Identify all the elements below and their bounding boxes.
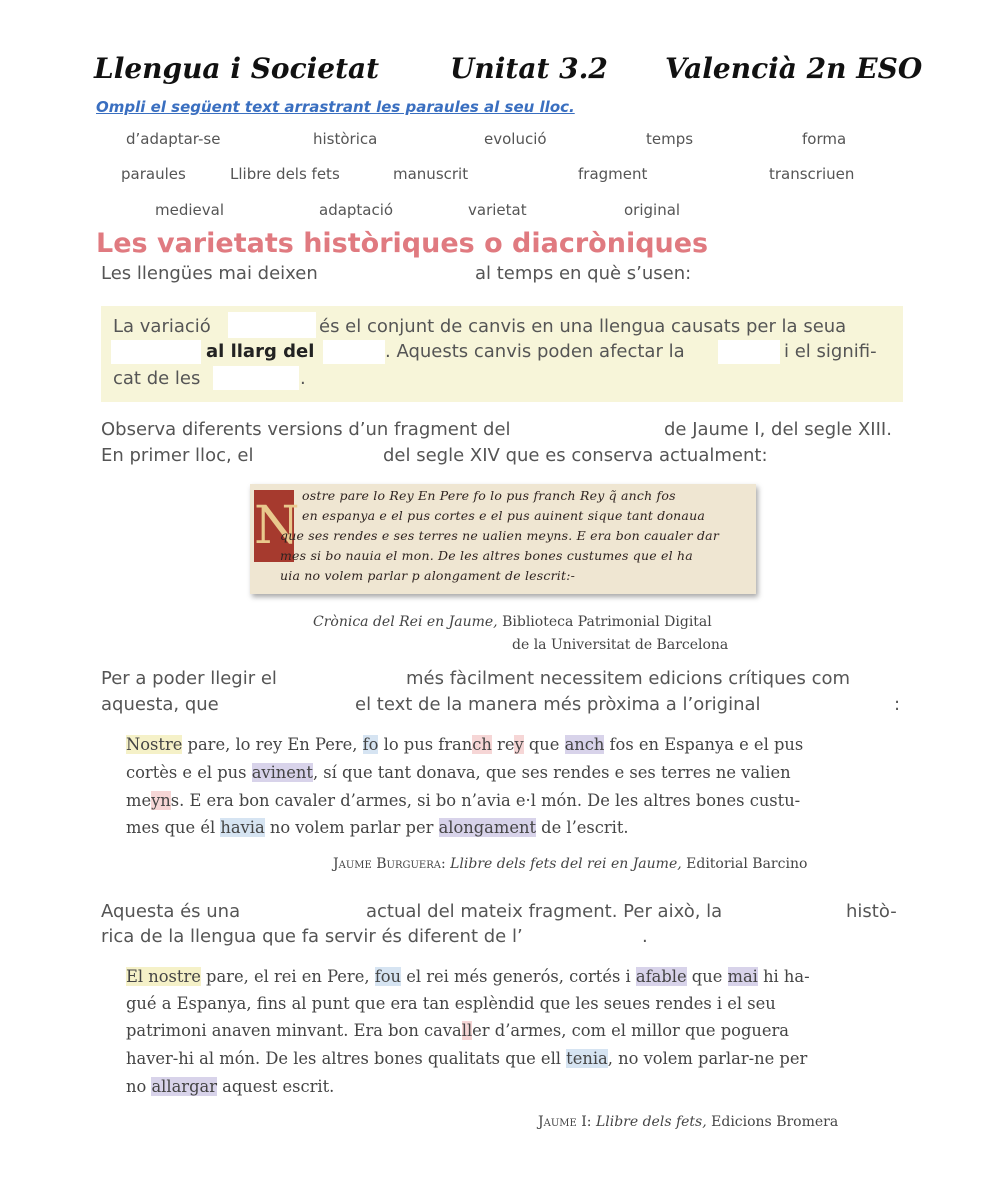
manuscript-line: mes si bo nauia el mon. De les altres bones custumes que el ha [280,548,693,563]
drop-slot[interactable] [718,340,780,364]
medieval-text-line: Nostre pare, lo rey En Pere, fo lo pus franch rey que anch fos en Espanya e el pus [126,735,804,754]
adaptation-text: actual del mateix fragment. Per això, la [366,901,723,922]
definition-text: . Aquests canvis poden afectar la [385,341,685,362]
drop-slot[interactable] [276,444,378,468]
observe-text: de Jaume I, del segle XIII. [664,419,892,440]
edition-text: : [894,694,901,715]
modern-text-line: patrimoni anaven minvant. Era bon cavaller d’armes, com el millor que poguera [126,1021,789,1040]
drop-slot[interactable] [306,667,402,691]
edition-text: aquesta, que [101,694,219,715]
adaptation-text: Aquesta és una [101,901,241,922]
section-title: Les varietats històriques o diacròniques [96,228,709,259]
intro-text: Les llengües mai deixen [101,263,318,284]
drop-slot[interactable] [111,340,201,364]
edition-text: més fàcilment necessitem edicions crítiques com [406,668,851,689]
manuscript-line: ostre pare lo Rey En Pere fo lo pus franch Rey q̃ anch fos [302,488,676,503]
word-tile[interactable]: varietat [468,201,527,219]
word-tile[interactable]: adaptació [319,201,394,219]
word-tile[interactable]: evolució [484,130,547,148]
observe-text: En primer lloc, el [101,445,254,466]
modern-source: Jaume I: Llibre dels fets, Edicions Bromera [538,1114,839,1130]
modern-text-line: gué a Espanya, fins al punt que era tan esplèndid que les seues rendes i el seu [126,994,776,1013]
drop-slot[interactable] [530,418,658,442]
medieval-text-line: cortès e el pus avinent, sí que tant donava, que ses rendes e ses terres ne valien [126,763,791,782]
illuminated-initial: N [254,490,294,562]
drop-slot[interactable] [228,312,316,338]
word-tile[interactable]: medieval [155,201,224,219]
definition-text: La variació [113,316,211,337]
drop-slot[interactable] [232,693,350,717]
word-tile[interactable]: fragment [578,165,648,183]
drop-slot[interactable] [761,900,841,924]
definition-text: i el signifi- [784,341,877,362]
definition-text-bold: al llarg del [206,341,315,362]
header-course: Valencià 2n ESO [665,52,923,85]
word-tile[interactable]: transcriuen [769,165,855,183]
word-tile[interactable]: temps [646,130,694,148]
manuscript-line: uia no volem parlar p alongament de lescrit:- [280,568,576,583]
medieval-source: Jaume Burguera: Llibre dels fets del rei en Jaume, Editorial Barcino [333,856,808,872]
definition-text: . [300,368,306,389]
definition-text: cat de les [113,368,201,389]
edition-text: el text de la manera més pròxima a l’original [355,694,761,715]
manuscript-image [250,484,756,594]
drop-slot[interactable] [257,900,359,924]
word-tile[interactable]: original [624,201,681,219]
edition-text: Per a poder llegir el [101,668,277,689]
medieval-text-line: meyns. E era bon cavaler d’armes, si bo n’avia e·l món. De les altres bones custu- [126,791,801,810]
modern-text-line: haver-hi al món. De les altres bones qualitats que ell tenia, no volem parlar-ne per [126,1049,808,1068]
header-unit: Unitat 3.2 [450,52,608,85]
observe-text: Observa diferents versions d’un fragment del [101,419,511,440]
intro-text: al temps en què s’usen: [475,263,692,284]
adaptation-text: histò- [846,901,897,922]
word-tile[interactable]: forma [802,130,847,148]
manuscript-line: en espanya e el pus cortes e el pus auinent sique tant donaua [302,508,705,523]
adaptation-text: . [642,926,648,947]
word-tile[interactable]: d’adaptar-se [126,130,221,148]
word-tile[interactable]: Llibre dels fets [230,165,340,183]
drop-slot[interactable] [323,340,385,364]
instruction: Ompli el següent text arrastrant les paraules al seu lloc. [96,98,575,116]
drop-slot[interactable] [802,693,890,717]
manuscript-line: que ses rendes e ses terres ne ualien meyns. E era bon caualer dar [280,528,720,543]
drop-slot[interactable] [213,366,299,390]
word-tile[interactable]: paraules [121,165,186,183]
modern-text-line: El nostre pare, el rei en Pere, fou el rei més generós, cortés i afable que mai hi ha- [126,967,810,986]
medieval-text-line: mes que él havia no volem parlar per alongament de l’escrit. [126,818,629,837]
drop-slot[interactable] [566,925,642,949]
word-tile[interactable]: manuscrit [393,165,469,183]
observe-text: del segle XIV que es conserva actualment: [383,445,768,466]
image-caption: de la Universitat de Barcelona [512,637,729,653]
header-subject: Llengua i Societat [94,52,380,85]
drop-slot[interactable] [342,262,470,286]
word-tile[interactable]: històrica [313,130,378,148]
image-caption: Crònica del Rei en Jaume, Biblioteca Patrimonial Digital [313,614,712,630]
modern-text-line: no allargar aquest escrit. [126,1077,335,1096]
adaptation-text: rica de la llengua que fa servir és diferent de l’ [101,926,523,947]
definition-text: és el conjunt de canvis en una llengua causats per la seua [319,316,847,337]
